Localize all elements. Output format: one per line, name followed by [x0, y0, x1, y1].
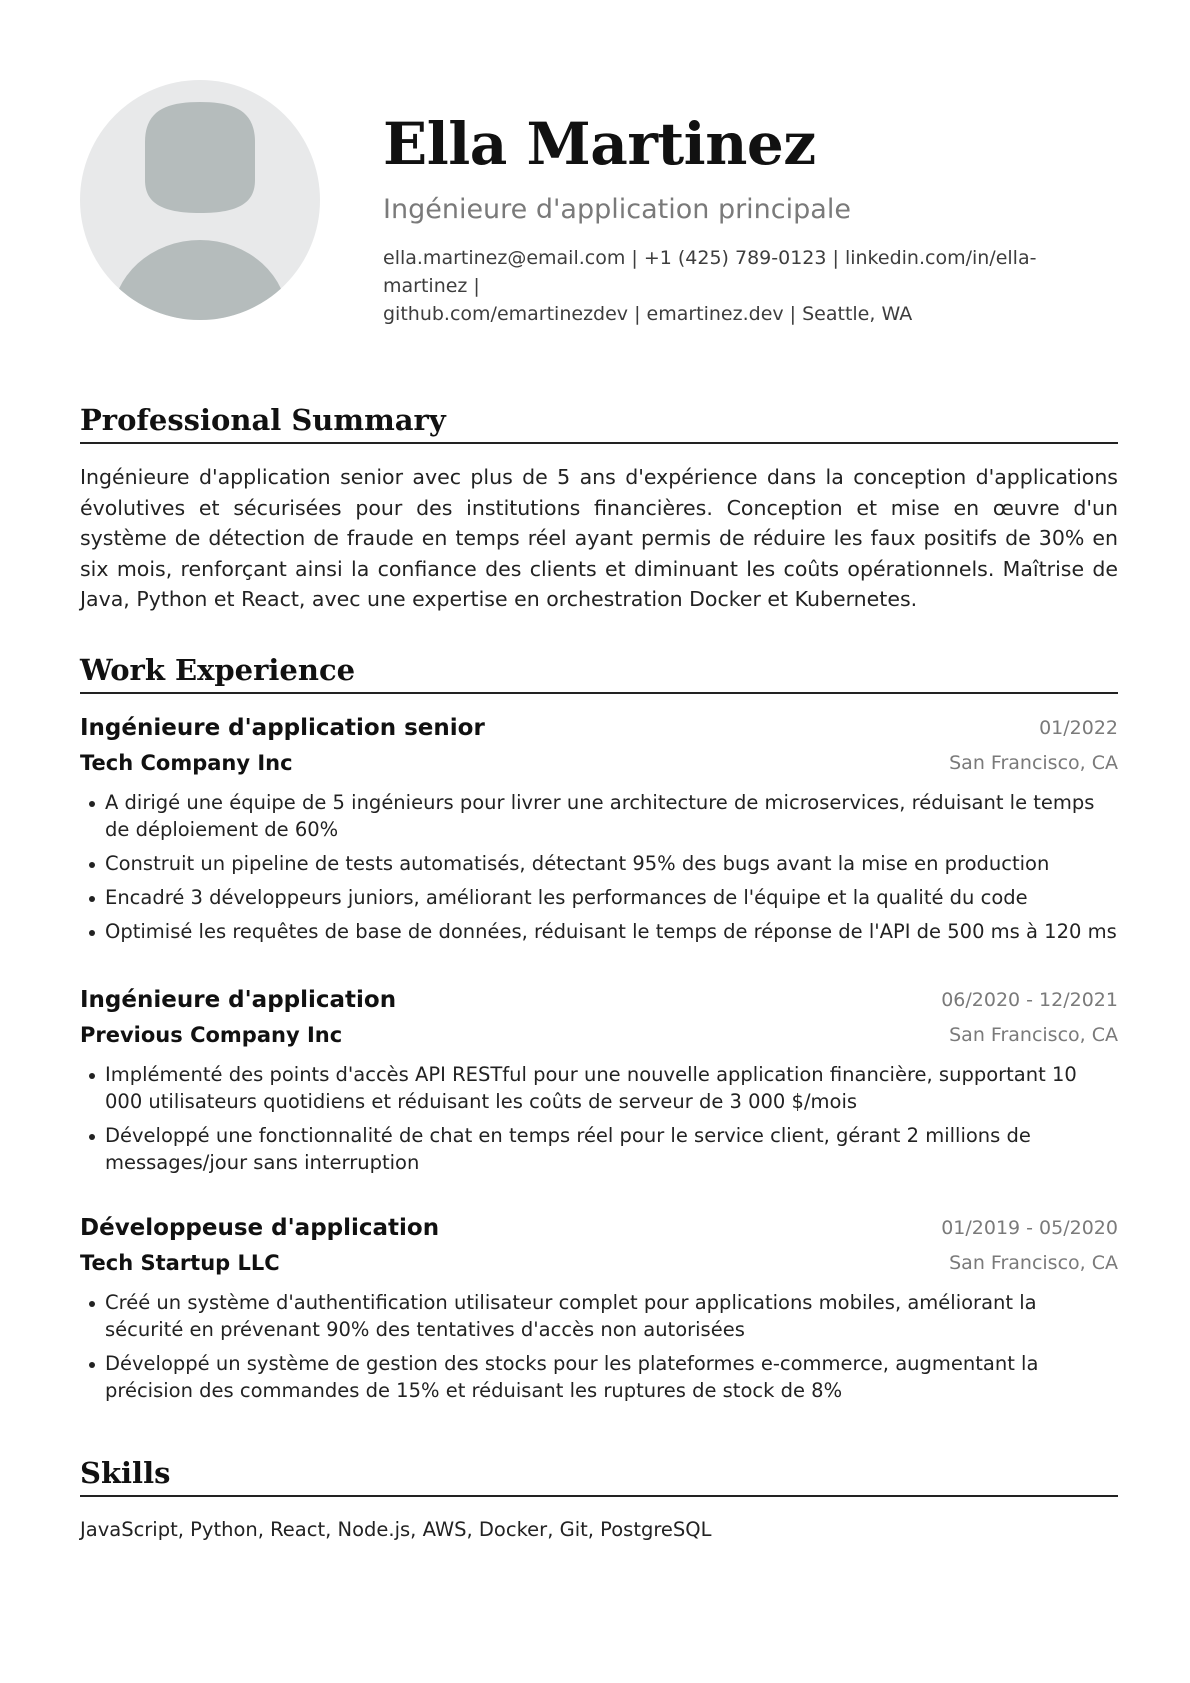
achievement-item: Développé un système de gestion des stocks pour les plateformes e-commerce, augmentant la précision des commandes de 15% et réduisant les ruptures de stock de 8%	[80, 1350, 1118, 1404]
achievement-item: Créé un système d'authentification utilisateur complet pour applications mobiles, améliorant la sécurité en prévenant 90% des tentatives d'accès non autorisées	[80, 1289, 1118, 1343]
achievement-list	[80, 789, 1118, 945]
profile-avatar	[80, 80, 320, 320]
achievement-item: Développé une fonctionnalité de chat en temps réel pour le service client, gérant 2 millions de messages/jour sans interruption	[80, 1122, 1118, 1176]
job-date: 01/2022	[1039, 717, 1118, 739]
candidate-name: Ella Martinez	[383, 110, 816, 178]
achievement-list	[80, 1289, 1118, 1404]
job-title: Ingénieure d'application	[80, 987, 397, 1013]
contact-info	[383, 244, 1118, 328]
job-title: Ingénieure d'application senior	[80, 715, 485, 741]
candidate-role: Ingénieure d'application principale	[383, 194, 851, 225]
company-name: Tech Startup LLC	[80, 1251, 280, 1275]
skills-text: JavaScript, Python, React, Node.js, AWS, Docker, Git, PostgreSQL	[80, 1518, 712, 1541]
achievement-list	[80, 1061, 1118, 1176]
job-location: San Francisco, CA	[949, 1024, 1118, 1046]
section-title-experience: Work Experience	[80, 650, 1118, 694]
achievement-item: Implémenté des points d'accès API RESTful pour une nouvelle application financière, supportant 10 000 utilisateurs quotidiens et réduisant les coûts de serveur de 3 000 $/mois	[80, 1061, 1118, 1115]
achievement-item: A dirigé une équipe de 5 ingénieurs pour livrer une architecture de microservices, réduisant le temps de déploiement de 60%	[80, 789, 1118, 843]
section-title-summary: Professional Summary	[80, 400, 1118, 444]
summary-text: Ingénieure d'application senior avec plus de 5 ans d'expérience dans la conception d'applications évolutives et sécurisées pour des institutions financières. Conception et mise en œuvre d'un système de détection de fraude en temps réel ayant permis de réduire les faux positifs de 30% en six mois, renforçant ainsi la confiance des clients et diminuant les coûts opérationnels. Maîtrise de Java, Python et React, avec une expertise en orchestration Docker et Kubernetes.	[80, 465, 1118, 611]
job-date: 01/2019 - 05/2020	[941, 1217, 1118, 1239]
company-name: Previous Company Inc	[80, 1023, 343, 1047]
user-avatar-placeholder-icon	[80, 80, 320, 320]
achievement-item: Construit un pipeline de tests automatisés, détectant 95% des bugs avant la mise en production	[80, 850, 1118, 877]
company-name: Tech Company Inc	[80, 751, 293, 775]
achievement-item: Encadré 3 développeurs juniors, améliorant les performances de l'équipe et la qualité du code	[80, 884, 1118, 911]
job-location: San Francisco, CA	[949, 752, 1118, 774]
job-entry	[80, 1210, 1118, 1404]
job-entry	[80, 982, 1118, 1176]
job-date: 06/2020 - 12/2021	[941, 989, 1118, 1011]
contact-line-1: ella.martinez@email.com | +1 (425) 789-0123 | linkedin.com/in/ella-martinez |	[383, 247, 1037, 297]
job-location: San Francisco, CA	[949, 1252, 1118, 1274]
job-entry	[80, 710, 1118, 945]
achievement-item: Optimisé les requêtes de base de données, réduisant le temps de réponse de l'API de 500 ms à 120 ms	[80, 918, 1118, 945]
job-title: Développeuse d'application	[80, 1215, 440, 1241]
contact-line-2: github.com/emartinezdev | emartinez.dev | Seattle, WA	[383, 303, 913, 325]
section-title-skills: Skills	[80, 1453, 1118, 1497]
